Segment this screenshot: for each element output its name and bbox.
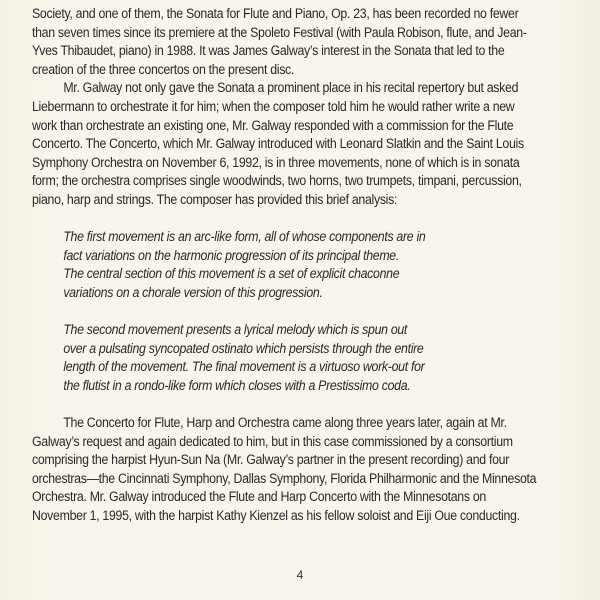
text-line: Mr. Galway not only gave the Sonata a prominent place in his recital repertory but asked	[63, 80, 519, 97]
block-quote-first-movement	[32, 228, 519, 302]
body-text	[32, 5, 537, 526]
text-line: The Concerto for Flute, Harp and Orchestra came along three years later, again at Mr.	[63, 415, 507, 432]
quote-line: the flutist in a rondo-like form which closes with a Prestissimo coda.	[63, 377, 411, 394]
quote-line: variations on a chorale version of this progression.	[63, 284, 323, 301]
text-line: piano, harp and strings. The composer has provided this brief analysis:	[32, 191, 398, 208]
text-line: Concerto. The Concerto, which Mr. Galway introduced with Leonard Slatkin and the Saint Louis	[32, 136, 524, 153]
text-line: than seven times since its premiere at the Spoleto Festival (with Paula Robison, flute, and Jean-	[32, 24, 527, 41]
text-line: Society, and one of them, the Sonata for Flute and Piano, Op. 23, has been recorded no fewer	[32, 6, 519, 22]
quote-line: length of the movement. The final movement is a virtuoso work-out for	[63, 359, 425, 376]
text-line: Orchestra. Mr. Galway introduced the Flute and Harp Concerto with the Minnesotans on	[32, 489, 486, 506]
page-number: 4	[296, 568, 304, 582]
text-line: November 1, 1995, with the harpist Kathy Kienzel as his fellow soloist and Eiji Oue conducting.	[32, 508, 520, 525]
block-quote-second-movement	[32, 321, 519, 395]
paragraph-harp-concerto	[32, 414, 537, 526]
quote-line: The second movement presents a lyrical melody which is spun out	[63, 322, 408, 339]
quote-line: over a pulsating syncopated ostinato which persists through the entire	[63, 340, 424, 357]
text-line: Liebermann to orchestrate it for him; when the composer told him he would rather write a new	[32, 98, 515, 115]
text-line: orchestras—the Cincinnati Symphony, Dallas Symphony, Florida Philharmonic and the Minnesota	[32, 470, 537, 487]
quote-line: fact variations on the harmonic progression of its principal theme.	[63, 247, 399, 264]
quote-line: The central section of this movement is a set of explicit chaconne	[63, 266, 400, 283]
text-line: creation of the three concertos on the present disc.	[32, 61, 295, 78]
text-line: form; the orchestra comprises single woodwinds, two horns, two trumpets, timpani, percussion,	[32, 173, 522, 190]
quote-line: The first movement is an arc-like form, all of whose components are in	[63, 229, 426, 246]
paragraph-flute-concerto	[32, 79, 524, 209]
text-line: Symphony Orchestra on November 6, 1992, is in three movements, none of which is in sonata	[32, 154, 520, 171]
text-line: comprising the harpist Hyun-Sun Na (Mr. Galway’s partner in the present recording) and four	[32, 452, 510, 469]
paragraph-continuation	[32, 5, 527, 79]
text-line: Yves Thibaudet, piano) in 1988. It was James Galway’s interest in the Sonata that led to the	[32, 43, 505, 60]
text-line: work than orchestrate an existing one, Mr. Galway responded with a commission for the Flute	[32, 117, 514, 134]
text-line: Galway’s request and again dedicated to him, but in this case commissioned by a consortium	[32, 433, 513, 450]
